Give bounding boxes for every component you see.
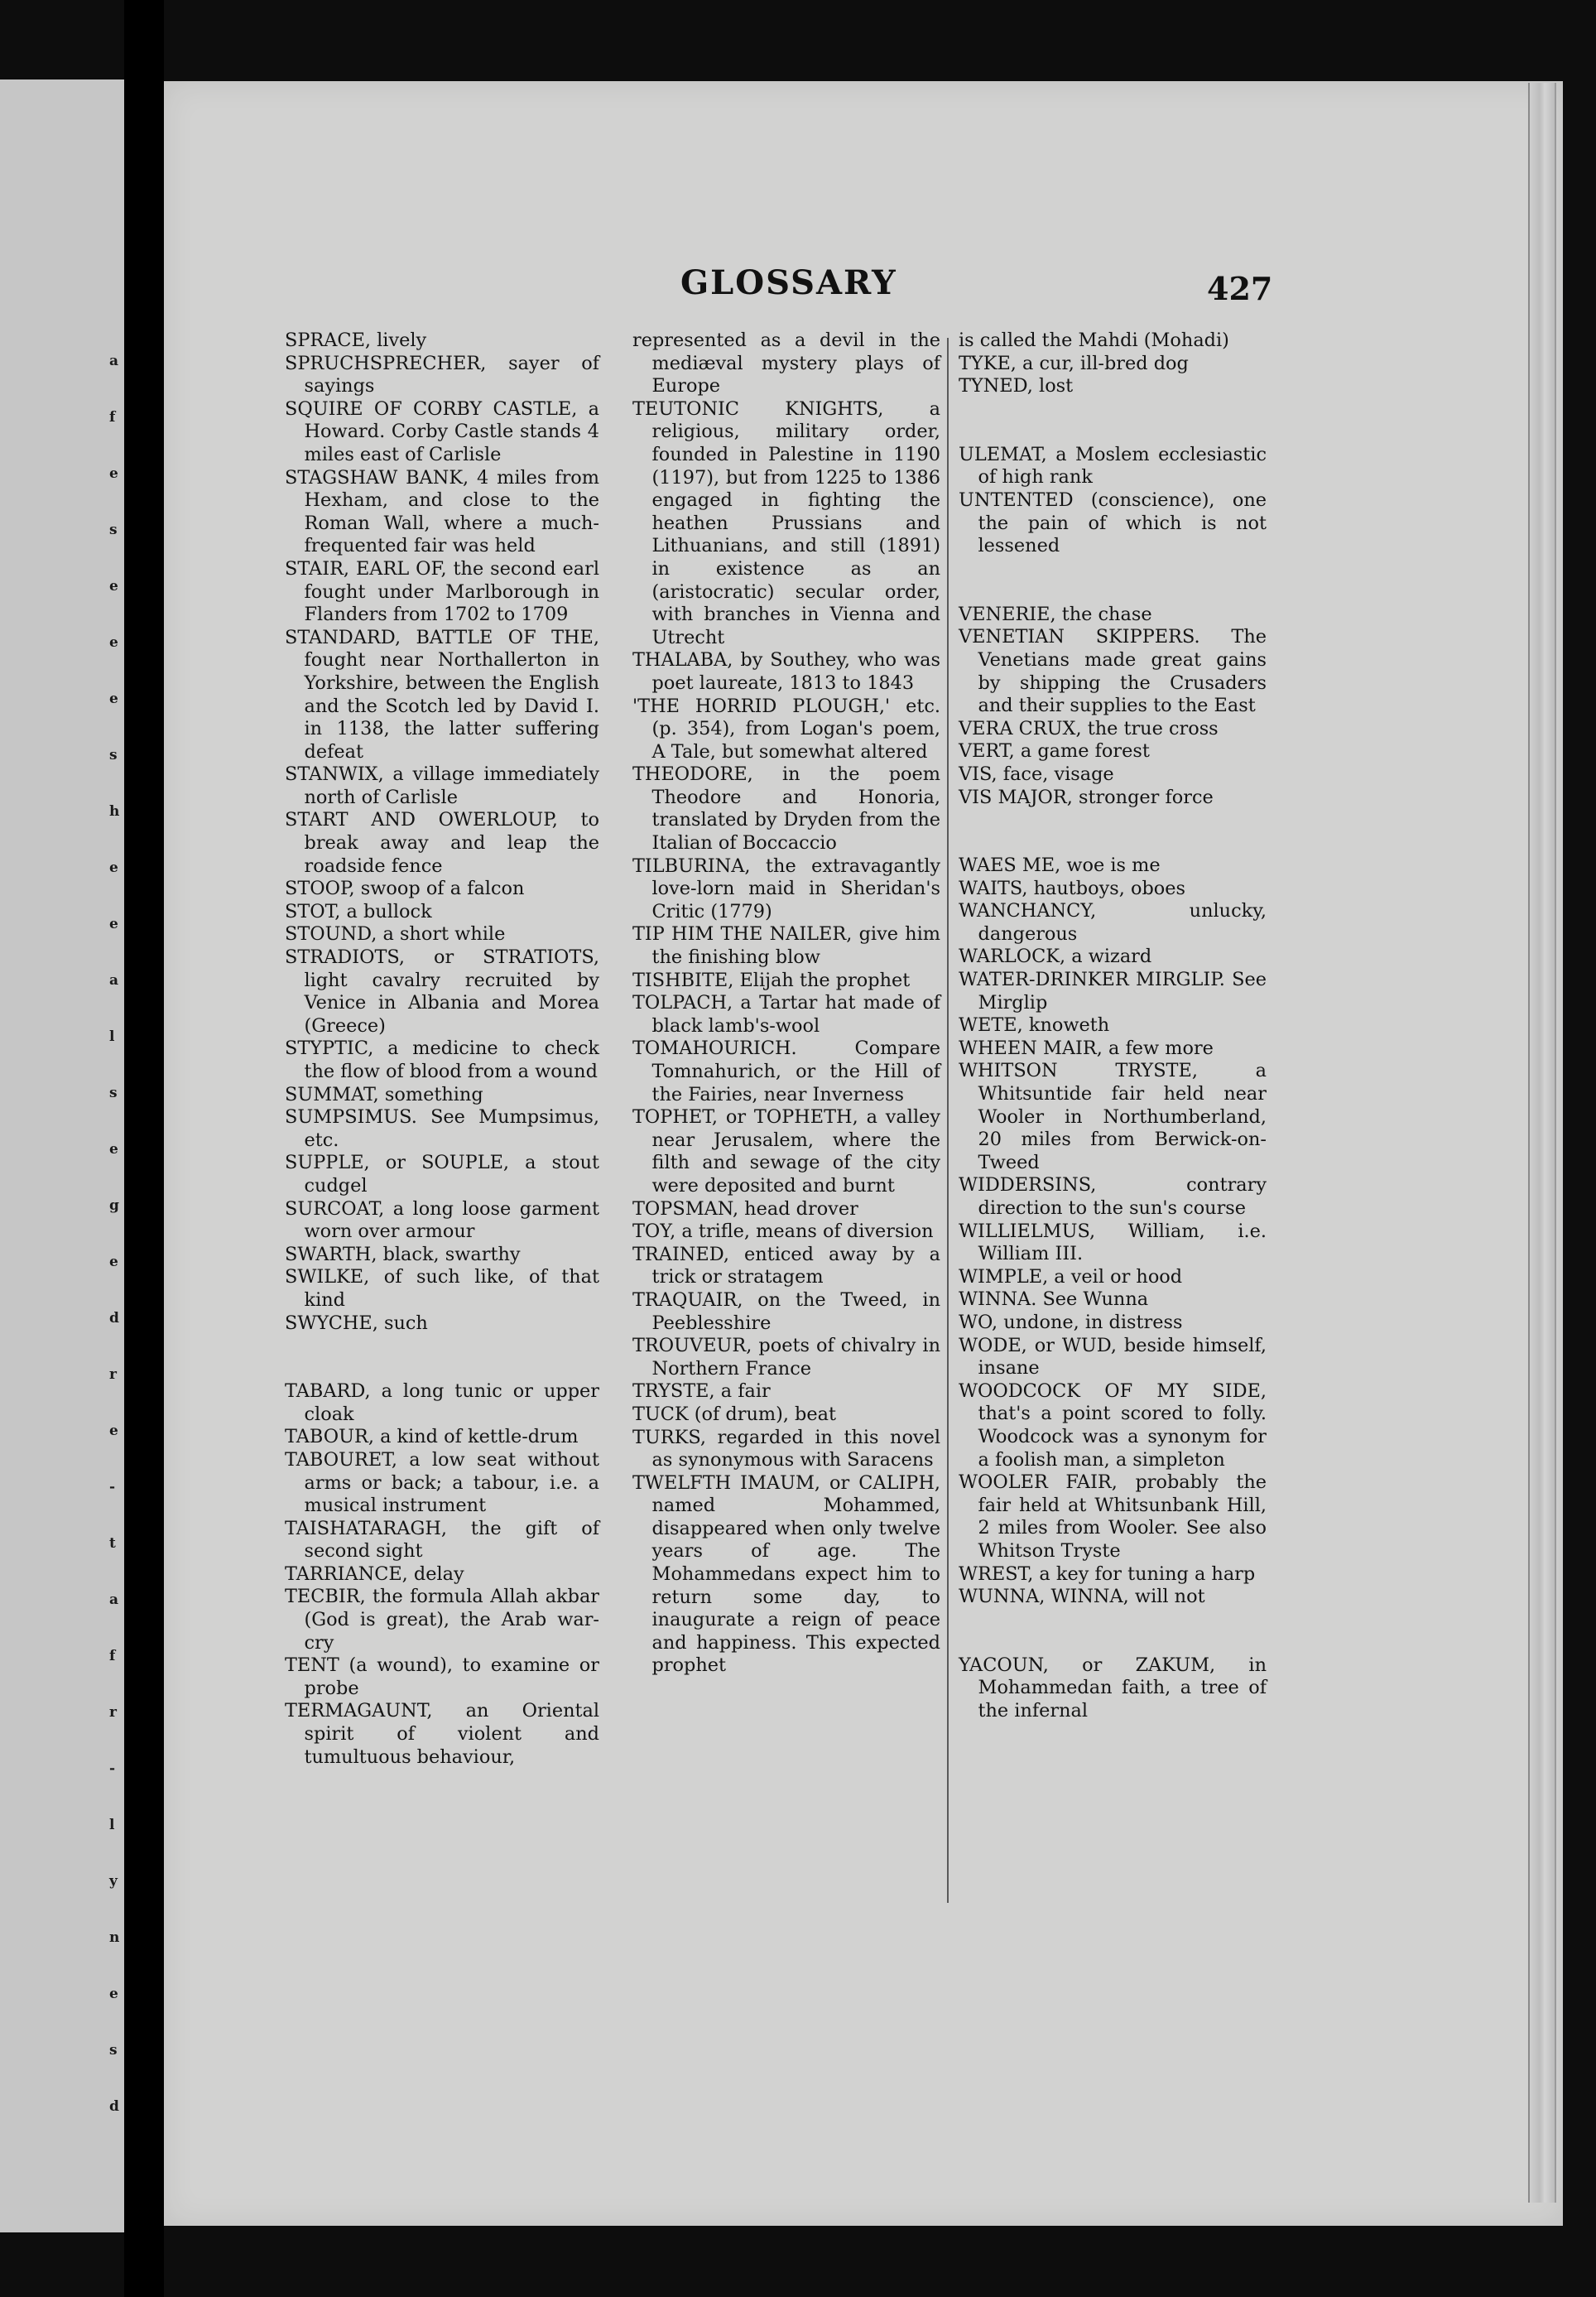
book-gutter xyxy=(124,0,164,2297)
glossary-entry: WOODCOCK OF MY SIDE, that's a point scored to folly. Woodcock was a synonym for a foolish man, a simpleton xyxy=(959,1380,1267,1471)
glossary-entry: STAIR, EARL OF, the second earl fought under Marlborough in Flanders from 1702 to 1709 xyxy=(285,557,599,626)
glossary-entry: VENERIE, the chase xyxy=(959,603,1152,625)
glossary-entry: WATER-DRINKER MIRGLIP. See Mirglip xyxy=(959,969,1267,1014)
glossary-entry: TISHBITE, Elijah the prophet xyxy=(632,969,911,991)
page-edges xyxy=(1528,83,1556,2203)
glossary-entry: SWARTH, black, swarthy xyxy=(285,1243,521,1265)
glossary-entry: TARRIANCE, delay xyxy=(285,1563,464,1585)
glossary-entry: SUMMAT, something xyxy=(285,1083,483,1105)
glossary-entry: TABOURET, a low seat without arms or back; a tabour, i.e. a musical instrument xyxy=(285,1448,599,1517)
glossary-entry: TOMAHOURICH. Compare Tomnahurich, or the Hill of the Fairies, near Inverness xyxy=(632,1038,940,1105)
glossary-entry: WREST, a key for tuning a harp xyxy=(959,1563,1256,1585)
glossary-entry: START AND OWERLOUP, to break away and leap the roadside fence xyxy=(285,809,599,877)
facing-page-fragment: a xyxy=(109,972,119,989)
facing-page-fragment: e xyxy=(109,1254,118,1270)
glossary-entry: WAITS, hautboys, oboes xyxy=(959,877,1186,899)
glossary-entry: WOOLER FAIR, probably the fair held at Whitsunbank Hill, 2 miles from Wooler. See also Whitson Tryste xyxy=(959,1471,1267,1562)
glossary-column-1 xyxy=(285,330,599,1769)
glossary-entry: SUMPSIMUS. See Mumpsimus, etc. xyxy=(285,1106,599,1151)
glossary-entry: TROUVEUR, poets of chivalry in Northern France xyxy=(632,1335,940,1380)
glossary-entry: WINNA. See Wunna xyxy=(959,1288,1149,1311)
section-gap xyxy=(959,1609,1267,1654)
glossary-entry: THEODORE, in the poem Theodore and Honoria, translated by Dryden from the Italian of Boccaccio xyxy=(632,763,940,855)
glossary-entry: TEUTONIC KNIGHTS, a religious, military order, founded in Palestine in 1190 (1197), but from 1225 to 1386 engaged in fighting the heathen Prussians and Lithuanians, and still (1891) in existence as an (aristocratic) secular order, with branches in Vienna and Utrecht xyxy=(632,397,940,648)
glossary-entry: is called the Mahdi (Mohadi) xyxy=(959,330,1229,351)
glossary-entry: SURCOAT, a long loose garment worn over armour xyxy=(285,1197,599,1243)
glossary-entry: WETE, knoweth xyxy=(959,1014,1110,1037)
facing-page-fragment: h xyxy=(109,803,120,820)
glossary-entry: ULEMAT, a Moslem ecclesiastic of high rank xyxy=(959,443,1267,489)
glossary-entry: WIDDERSINS, contrary direction to the sun's course xyxy=(959,1174,1267,1219)
glossary-entry: WIMPLE, a veil or hood xyxy=(959,1265,1183,1288)
glossary-entry: SUPPLE, or SOUPLE, a stout cudgel xyxy=(285,1152,599,1197)
glossary-entry: TOPSMAN, head drover xyxy=(632,1197,858,1220)
facing-page-edge xyxy=(0,79,124,2232)
glossary-entry: TERMAGAUNT, an Oriental spirit of violent and tumultuous behaviour, xyxy=(285,1700,599,1768)
glossary-entry: SWILKE, of such like, of that kind xyxy=(285,1266,599,1311)
facing-page-fragment: e xyxy=(109,465,118,482)
glossary-entry: WHEEN MAIR, a few more xyxy=(959,1037,1214,1059)
facing-page-fragment: a xyxy=(109,353,119,369)
facing-page-fragment: e xyxy=(109,634,118,651)
section-gap xyxy=(285,1335,599,1380)
facing-page-fragment: a xyxy=(109,1592,119,1608)
facing-page-fragment: e xyxy=(109,1141,118,1158)
running-title: GLOSSARY xyxy=(680,263,897,302)
glossary-entry: TOLPACH, a Tartar hat made of black lamb's-wool xyxy=(632,992,940,1037)
glossary-entry: 'THE HORRID PLOUGH,' etc. (p. 354), from Logan's poem, A Tale, but somewhat altered xyxy=(632,695,940,763)
glossary-entry: WHITSON TRYSTE, a Whitsuntide fair held near Wooler in Northumberland, 20 miles from Berwick-on-Tweed xyxy=(959,1060,1267,1173)
glossary-entry: STRADIOTS, or STRATIOTS, light cavalry recruited by Venice in Albania and Morea (Greece) xyxy=(285,946,599,1037)
glossary-entry: SWYCHE, such xyxy=(285,1312,428,1334)
glossary-entry: TOPHET, or TOPHETH, a valley near Jerusalem, where the filth and sewage of the city were deposited and burnt xyxy=(632,1106,940,1197)
glossary-entry: WO, undone, in distress xyxy=(959,1311,1183,1333)
glossary-entry: STOOP, swoop of a falcon xyxy=(285,878,525,900)
glossary-entry: WUNNA, WINNA, will not xyxy=(959,1586,1205,1608)
facing-page-fragment: r xyxy=(109,1366,117,1383)
glossary-entry: STANWIX, a village immediately north of Carlisle xyxy=(285,763,599,808)
facing-page-fragment: g xyxy=(109,1197,119,1214)
facing-page-fragment: - xyxy=(109,1760,116,1777)
facing-page-fragment: l xyxy=(109,1028,115,1045)
glossary-entry: STOT, a bullock xyxy=(285,900,432,922)
facing-page-fragment: e xyxy=(109,578,118,595)
facing-page-fragment: t xyxy=(109,1535,116,1552)
glossary-entry: TABOUR, a kind of kettle-drum xyxy=(285,1426,579,1448)
section-gap xyxy=(959,809,1267,855)
facing-page-fragment: d xyxy=(109,2098,119,2115)
glossary-entry: TRAINED, enticed away by a trick or stratagem xyxy=(632,1243,940,1288)
facing-page-fragment: e xyxy=(109,691,118,707)
glossary-entry: represented as a devil in the mediæval mystery plays of Europe xyxy=(632,330,940,397)
glossary-entry: TURKS, regarded in this novel as synonymous with Saracens xyxy=(632,1426,940,1471)
glossary-column-2 xyxy=(632,330,940,1678)
section-gap xyxy=(959,398,1267,444)
glossary-entry: VERA CRUX, the true cross xyxy=(959,717,1219,739)
glossary-entry: STANDARD, BATTLE OF THE, fought near Northallerton in Yorkshire, between the English and the Scotch led by David I. in 1138, the latter suffering defeat xyxy=(285,626,599,763)
glossary-entry: SPRUCHSPRECHER, sayer of sayings xyxy=(285,352,599,397)
glossary-entry: TENT (a wound), to examine or probe xyxy=(285,1654,599,1699)
facing-page-fragment: f xyxy=(109,409,116,426)
glossary-entry: VIS MAJOR, stronger force xyxy=(959,786,1214,808)
glossary-entry: THALABA, by Southey, who was poet laureate, 1813 to 1843 xyxy=(632,649,940,694)
glossary-entry: TYKE, a cur, ill-bred dog xyxy=(959,352,1189,374)
page-number: 427 xyxy=(1207,270,1273,307)
facing-page-fragment: d xyxy=(109,1310,119,1327)
facing-page-fragment: l xyxy=(109,1817,115,1833)
glossary-entry: SPRACE, lively xyxy=(285,330,427,351)
glossary-entry: WARLOCK, a wizard xyxy=(959,946,1152,968)
glossary-entry: TRAQUAIR, on the Tweed, in Peeblesshire xyxy=(632,1288,940,1334)
glossary-entry: TUCK (of drum), beat xyxy=(632,1403,836,1425)
facing-page-fragment: e xyxy=(109,860,118,876)
column-rule xyxy=(947,338,949,1903)
glossary-entry: STAGSHAW BANK, 4 miles from Hexham, and close to the Roman Wall, where a much-frequented fair was held xyxy=(285,466,599,557)
section-gap xyxy=(959,558,1267,604)
facing-page-fragment: r xyxy=(109,1704,117,1721)
facing-page-fragment: s xyxy=(109,1085,118,1101)
glossary-entry: SQUIRE OF CORBY CASTLE, a Howard. Corby Castle stands 4 miles east of Carlisle xyxy=(285,397,599,465)
glossary-entry: TOY, a trifle, means of diversion xyxy=(632,1221,934,1243)
facing-page-fragment: e xyxy=(109,916,118,932)
glossary-entry: UNTENTED (conscience), one the pain of which is not lessened xyxy=(959,489,1267,557)
glossary-entry: WODE, or WUD, beside himself, insane xyxy=(959,1334,1267,1380)
glossary-entry: TECBIR, the formula Allah akbar (God is great), the Arab war-cry xyxy=(285,1586,599,1654)
facing-page-fragment: - xyxy=(109,1479,116,1495)
facing-page-fragment: s xyxy=(109,747,118,763)
facing-page-fragment: s xyxy=(109,2042,118,2059)
glossary-entry: STOUND, a short while xyxy=(285,923,506,946)
facing-page-fragment: e xyxy=(109,1423,118,1439)
facing-page-fragment: f xyxy=(109,1648,116,1664)
glossary-entry: TWELFTH IMAUM, or CALIPH, named Mohammed, disappeared when only twelve years of age. The Mohammedans expect him to return some day, to inaugurate a reign of peace and happiness. This expected prophet xyxy=(632,1471,940,1677)
glossary-column-3 xyxy=(959,330,1267,1722)
glossary-entry: TIP HIM THE NAILER, give him the finishing blow xyxy=(632,923,940,969)
glossary-entry: TABARD, a long tunic or upper cloak xyxy=(285,1380,599,1425)
glossary-entry: VIS, face, visage xyxy=(959,763,1114,785)
glossary-entry: WILLIELMUS, William, i.e. William III. xyxy=(959,1220,1267,1265)
facing-page-fragment: n xyxy=(109,1929,120,1946)
glossary-entry: YACOUN, or ZAKUM, in Mohammedan faith, a tree of the infernal xyxy=(959,1654,1267,1722)
glossary-entry: STYPTIC, a medicine to check the flow of blood from a wound xyxy=(285,1038,599,1082)
glossary-entry: TAISHATARAGH, the gift of second sight xyxy=(285,1517,599,1563)
facing-page-fragment: e xyxy=(109,1986,118,2002)
glossary-entry: TILBURINA, the extravagantly love-lorn maid in Sheridan's Critic (1779) xyxy=(632,855,940,922)
glossary-entry: TRYSTE, a fair xyxy=(632,1380,771,1403)
glossary-entry: WAES ME, woe is me xyxy=(959,855,1161,877)
facing-page-fragment: y xyxy=(109,1873,118,1890)
glossary-entry: VENETIAN SKIPPERS. The Venetians made great gains by shipping the Crusaders and their supplies to the East xyxy=(959,626,1267,717)
glossary-entry: WANCHANCY, unlucky, dangerous xyxy=(959,900,1267,945)
facing-page-fragment: s xyxy=(109,522,118,538)
glossary-entry: VERT, a game forest xyxy=(959,740,1150,763)
glossary-entry: TYNED, lost xyxy=(959,375,1074,397)
